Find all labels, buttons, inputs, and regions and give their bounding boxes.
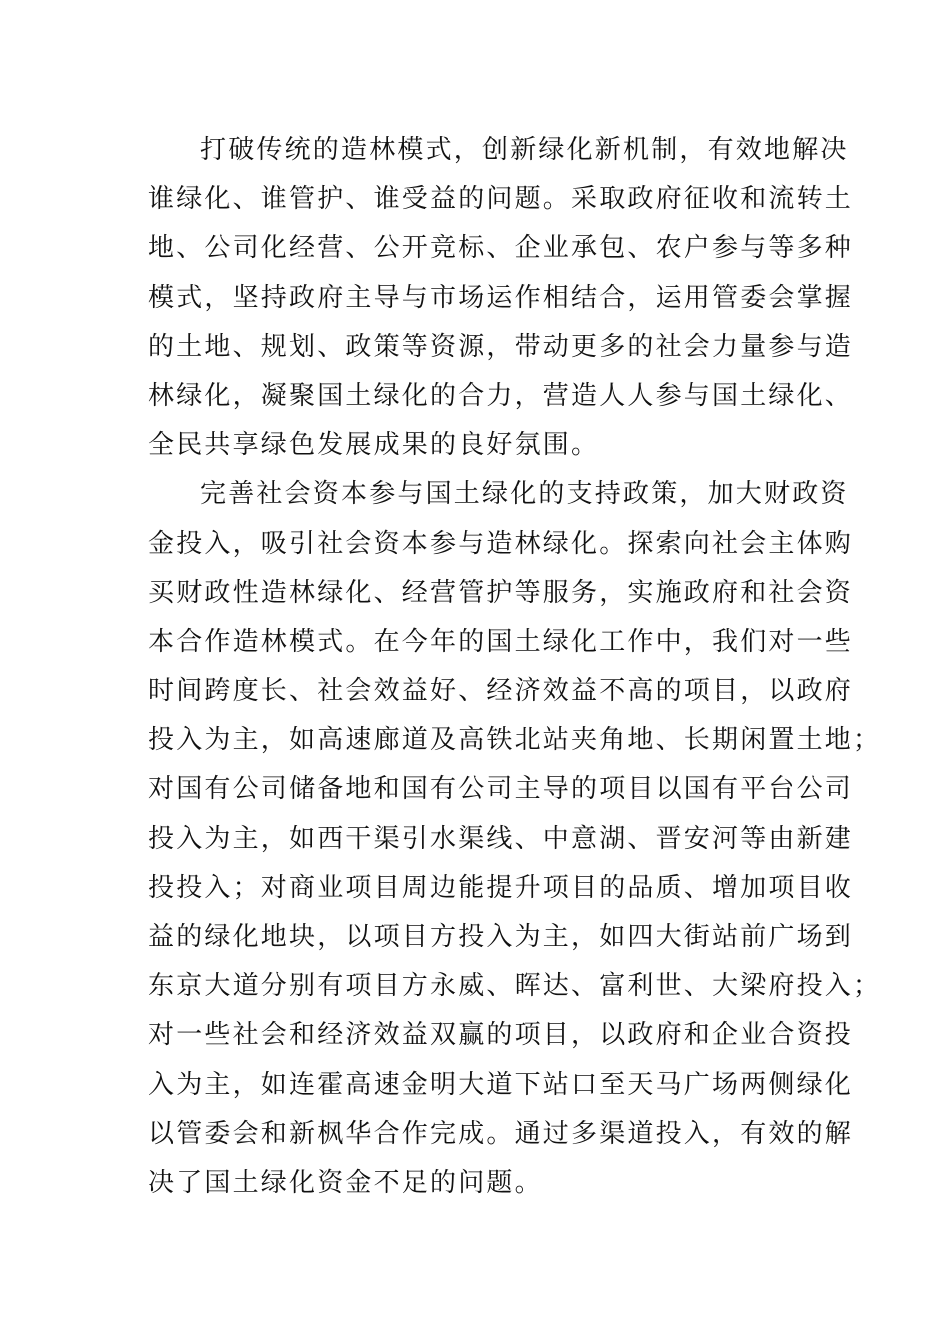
paragraph-line: 买财政性造林绿化、经营管护等服务，实施政府和社会资: [148, 577, 854, 608]
paragraph-line: 打破传统的造林模式，创新绿化新机制，有效地解决: [200, 135, 849, 165]
paragraph-line: 时间跨度长、社会效益好、经济效益不高的项目，以政府: [148, 676, 854, 707]
paragraph-line: 东京大道分别有项目方永威、晖达、富利世、大梁府投入；: [148, 971, 882, 1002]
paragraph-line: 投入为主，如西干渠引水渠线、中意湖、晋安河等由新建: [148, 823, 854, 854]
paragraph-line: 林绿化，凝聚国土绿化的合力，营造人人参与国土绿化、: [148, 380, 854, 411]
paragraph-line: 地、公司化经营、公开竞标、企业承包、农户参与等多种: [148, 233, 854, 264]
paragraph-line: 入为主，如连霍高速金明大道下站口至天马广场两侧绿化: [148, 1069, 854, 1100]
paragraph-line: 决了国土绿化资金不足的问题。: [148, 1167, 543, 1198]
paragraph-line: 本合作造林模式。在今年的国土绿化工作中，我们对一些: [148, 626, 854, 657]
paragraph-line: 对国有公司储备地和国有公司主导的项目以国有平台公司: [148, 774, 854, 805]
paragraph-line: 全民共享绿色发展成果的良好氛围。: [148, 430, 600, 461]
paragraph-line: 对一些社会和经济效益双赢的项目，以政府和企业合资投: [148, 1020, 854, 1051]
paragraph-line: 的土地、规划、政策等资源，带动更多的社会力量参与造: [148, 331, 854, 362]
paragraph-line: 投投入；对商业项目周边能提升项目的品质、增加项目收: [148, 872, 854, 903]
document-body: [148, 126, 882, 1208]
paragraph-line: 完善社会资本参与国土绿化的支持政策，加大财政资: [200, 479, 849, 510]
paragraph-1: [148, 126, 854, 470]
paragraph-line: 益的绿化地块，以项目方投入为主，如四大街站前广场到: [148, 922, 854, 952]
paragraph-line: 投入为主，如高速廊道及高铁北站夹角地、长期闲置土地；: [148, 725, 882, 756]
paragraph-line: 模式，坚持政府主导与市场运作相结合，运用管委会掌握: [148, 282, 854, 313]
paragraph-line: 金投入，吸引社会资本参与造林绿化。探索向社会主体购: [148, 528, 854, 559]
paragraph-line: 以管委会和新枫华合作完成。通过多渠道投入，有效的解: [148, 1118, 854, 1149]
paragraph-2: [148, 470, 882, 1208]
paragraph-line: 谁绿化、谁管护、谁受益的问题。采取政府征收和流转土: [148, 184, 854, 215]
